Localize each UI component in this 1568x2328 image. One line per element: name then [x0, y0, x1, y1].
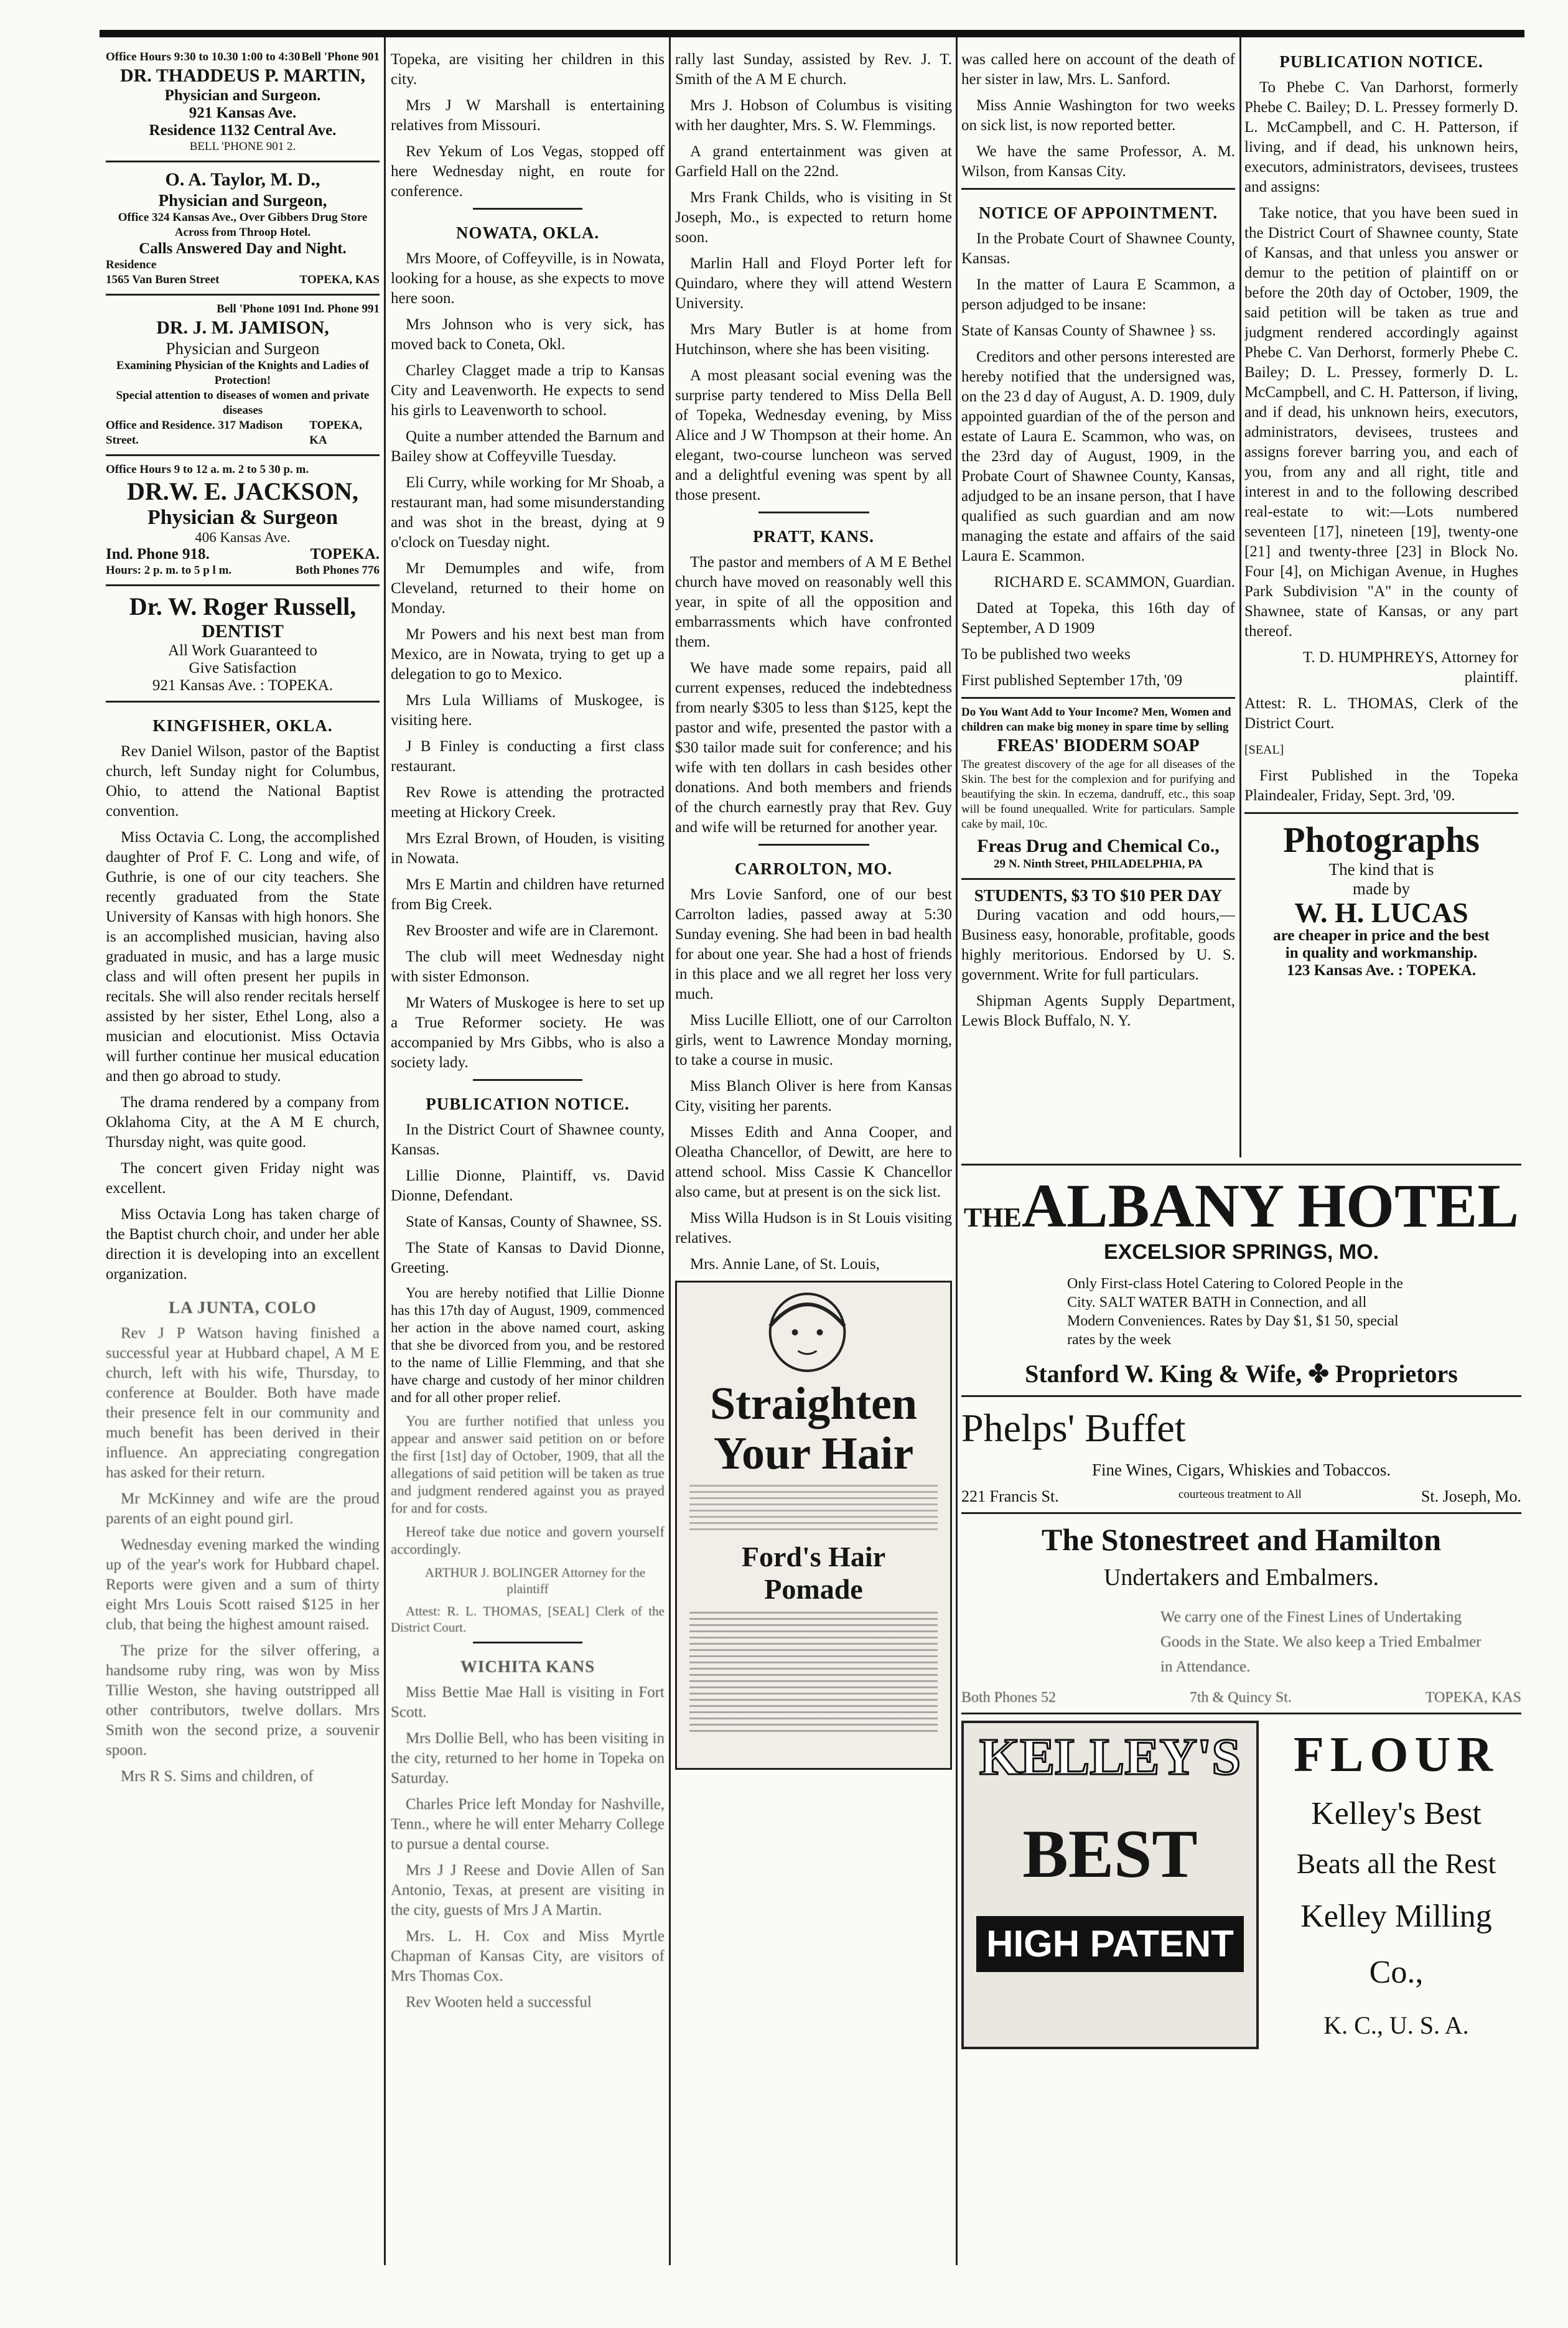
- business-name: Phelps' Buffet: [961, 1406, 1186, 1450]
- article-heading: PRATT, KANS.: [753, 527, 874, 546]
- product-name: FREAS' BIODERM SOAP: [997, 736, 1200, 755]
- phone: Bell 'Phone 901: [301, 50, 380, 63]
- publication-notice-dionne: PUBLICATION NOTICE. In the District Court of Shawnee county, Kansas. Lillie Dionne, Plaintiff, vs. David Dionne, Defendant. State of Kansas, County of Shawnee, SS. The State of Kansas to David Dionne, Greeting. You are hereby notified that Lillie Dionne has this 17th day of August, 1909, commenced her action in the above named court, asking that she be divorced from you, and be restored to the name of Lillie Flemming, and that she have charge and custody of her minor children and for all other proper relief. You are further notified that unless you appear and answer said petition on or before the first [1st] day of October, 1909, that all the allegations of said petition will be taken as true and judgment rendered against you as prayed for and for costs. Hereof take due notice and govern yourself accordingly. ARTHUR J. BOLINGER Attorney for the plaintiff Attest: R. L. THOMAS, [SEAL] Clerk of the District Court.: [391, 1095, 665, 1635]
- ad-jamison: Bell 'Phone 1091 Ind. Phone 991 DR. J. M. JAMISON, Physician and Surgeon Examining Physician of the Knights and Ladies of Protection! Special attention to diseases of women and private diseases Office and Residence. 317 Madison Street. TOPEKA, KA: [106, 302, 380, 447]
- ad-headline: Straighten: [710, 1378, 917, 1429]
- ad-russell: Dr. W. Roger Russell, DENTIST All Work Guaranteed to Give Satisfaction 921 Kansas Ave. : TOPEKA.: [106, 592, 380, 694]
- ad-freas-soap: Do You Want Add to Your Income? Men, Women and children can make big money in spare time by selling FREAS' BIODERM SOAP The greatest discovery of the age for all diseases of the Skin. The best for the complexion and for purifying and beautifying the skin. In eczema, dandruff, etc., this soap will be found unequalled. Write for particulars. Sample cake by mail, 10c. Freas Drug and Chemical Co., 29 N. Ninth Street, PHILADELPHIA, PA: [961, 706, 1235, 871]
- ad-students: STUDENTS, $3 TO $10 PER DAY During vacation and odd hours,— Business easy, honorable, profitable, goods highly meritorious. Endorsed by U. S. government. Write for full particulars. Shipman Agents Supply Department, Lewis Block Buffalo, N. Y.: [961, 886, 1235, 1029]
- ad-headline: FLOUR: [1294, 1727, 1499, 1782]
- publication-notice-van-darhorst: PUBLICATION NOTICE. To Phebe C. Van Darhorst, formerly Phebe C. Bailey; D. L. Pressey formerly D. L. McCampbell, and C. H. Patterson, if living, and if dead, his unknown heirs, executors, administrators, devisees, trustees and assigns: Take notice, that you have been sued in the District Court of Shawnee county, State of Kansas, and that unless you answer or demur to the petition of plaintiff on or before the 20th day of October, 1909, the said petition will be taken as true and judgment rendered accordingly against Phebe C. Van Derhorst, formerly Phebe C. Bailey; D. L. Pressey, formerly D. L. McCampbell, and C. H. Patterson, if living, and if dead, his unknown heirs, executors, administrators, devisees, trustees and assigns forever barring you, and each of you, from any and all right, title and interest in and to the following described real-estate to wit:—Lots numbered seventeen [17], nineteen [19], twenty-one [21] and twenty-three [23] in Block No. Four [4], on Michigan Avenue, in Hughes Park Subdivision "A" in the county of Shawnee, state of Kansas, or any part thereof. T. D. HUMPHREYS, Attorney for plaintiff. Attest: R. L. THOMAS, Clerk of the District Court. [SEAL] First Published in the Topeka Plaindealer, Friday, Sept. 3rd, '09.: [1244, 52, 1518, 804]
- column-rule: [669, 37, 671, 2265]
- doctor-name: DR.W. E. JACKSON,: [127, 477, 358, 505]
- column-2: Topeka, are visiting her children in this city. Mrs J W Marshall is entertaining relatives from Missouri. Rev Yekum of Los Vegas, stopped off here Wednesday night, en route for conference. NOWATA, OKLA. Mrs Moore, of Coffeyville, is in Nowata, looking for a house, as she expects to move here soon. Mrs Johnson who is very sick, has moved back to Coneta, Okl. Charley Clagget made a trip to Kansas City and Leavenworth. He expects to send his girls to Leavenworth to school. Quite a number attended the Barnum and Bailey show at Coffeyville Tuesday. Eli Curry, while working for Mr Shoab, a restaurant man, had some misunderstanding and was shot in the breast, dying at 9 o'clock on Tuesday night. Mr Demumples and wife, from Cleveland, returned to their home on Monday. Mr Powers and his next best man from Mexico, are in Nowata, trying to get up a delegation to go to Mexico. Mrs Lula Williams of Muskogee, is visiting here. J B Finley is conducting a first class restaurant. Rev Rowe is attending the protracted meeting at Hickory Creek. Mrs Ezral Brown, of Houden, is visiting in Nowata. Mrs E Martin and children have returned from Big Creek. Rev Brooster and wife are in Claremont. The club will meet Wednesday night with sister Edmonson. Mr Waters of Muskogee is here to set up a True Reformer society. He was accompanied by Mrs Gibbs, who is also a society lady. PUBLICATION NOTICE. In the District Court of Shawnee county, Kansas. Lillie Dionne, Plaintiff, vs. David Dionne, Defendant. State of Kansas, County of Shawnee, SS. The State of Kansas to David Dionne, Greeting. You are hereby notified that Lillie Dionne has this 17th day of August, 1909, commenced her action in the above named court, asking that she be divorced from you, and be restored to the name of Lillie Flemming, and that she have charge and custody of her minor children and for all other proper relief. You are further notified that unless you appear and answer said petition on or before the first [1st] day of October, 1909, that all the allegations of said petition will be taken as true and judgment rendered against you as prayed for and for costs. Hereof take due notice and govern yourself accordingly. ARTHUR J. BOLINGER Attorney for the plaintiff Attest: R. L. THOMAS, [SEAL] Clerk of the District Court. WICHITA KANS Miss Bettie Mae Hall is visiting in Fort Scott. Mrs Dollie Bell, who has been visiting in the city, returned to her home in Topeka on Saturday. Charles Price left Monday for Nashville, Tenn., where he will enter Meharry College to pursue a dental course. Mrs J J Reese and Dovie Allen of San Antonio, Texas, at present are visiting in the city, guests of Mrs J A Martin. Mrs. L. H. Cox and Miss Myrtle Chapman of Kansas City, are visitors of Mrs Thomas Cox. Rev Wooten held a successful: [391, 50, 665, 2265]
- flour-sack-illustration: KELLEY'S BEST HIGH PATENT: [961, 1721, 1259, 2049]
- article-kingfisher: KINGFISHER, OKLA. Rev Daniel Wilson, pastor of the Baptist church, left Sunday night for Columbus, Ohio, to attend the National Baptist convention. Miss Octavia C. Long, the accomplished daughter of Prof F. C. Long and wife, of Guthrie, is one of our city teachers. She recently graduated from the State University of Kansas with high honors. She is an accomplished musician, having also graduated in music, and has a large music class and will often present her pupils in recitals. She will also render recitals herself assisted by her sister, Ethel Long, also a musician and elocutionist. Miss Octavia will further continue her musical education and then go abroad to study. The drama rendered by a company from Oklahoma City, at the A M E church, Thursday night, was quite good. The concert given Friday night was excellent. Miss Octavia Long has taken charge of the Baptist church choir, and under her able direction it is developing into an excellent organization.: [106, 716, 380, 1283]
- column-1: [106, 50, 380, 2265]
- article-heading: CARROLTON, MO.: [734, 859, 893, 878]
- ad-phelps-buffet: Phelps' Buffet Fine Wines, Cigars, Whiskies and Tobaccos. 221 Francis St. courteous treatment to All St. Joseph, Mo.: [961, 1403, 1521, 1506]
- ad-kelleys-flour: KELLEY'S BEST HIGH PATENT FLOUR Kelley's Best Beats all the Rest Kelley Milling Co., K. C., U. S. A.: [961, 1721, 1521, 2050]
- article-heading: LA JUNTA, COLO: [169, 1298, 317, 1317]
- ad-headline: Photographs: [1283, 820, 1480, 860]
- doctor-name: DR. THADDEUS P. MARTIN,: [120, 65, 365, 86]
- hotel-name: ALBANY HOTEL: [1021, 1171, 1519, 1240]
- wide-ads: [961, 1157, 1521, 2265]
- article-la-junta: LA JUNTA, COLO Rev J P Watson having finished a successful year at Hubbard chapel, A M E church, left with his wife, Thursday, to conference at Boulder. Both have made their presence felt in our community and much benefit has been derived in their influence. An appreciating congregation has asked for their return. Mr McKinney and wife are the proud parents of an eight pound girl. Wednesday evening marked the winding up of the year's work for Hubbard chapel. Reports were given and a sum of thirty eight Mrs Louis Scott raised $125 in her club, that being the highest amount raised. The prize for the silver offering, a handsome ruby ring, was won by Miss Tillie Weston, she having outstripped all other contributors, twelve dollars. Mrs Smith won the second prize, a souvenir spoon. Mrs R S. Sims and children, of: [106, 1298, 380, 1785]
- article-nowata: NOWATA, OKLA. Mrs Moore, of Coffeyville, is in Nowata, looking for a house, as she expects to move here soon. Mrs Johnson who is very sick, has moved back to Coneta, Okl. Charley Clagget made a trip to Kansas City and Leavenworth. He expects to send his girls to Leavenworth to school. Quite a number attended the Barnum and Bailey show at Coffeyville Tuesday. Eli Curry, while working for Mr Shoab, a restaurant man, had some misunderstanding and was shot in the breast, dying at 9 o'clock on Tuesday night. Mr Demumples and wife, from Cleveland, returned to their home on Monday. Mr Powers and his next best man from Mexico, are in Nowata, trying to get up a delegation to go to Mexico. Mrs Lula Williams of Muskogee, is visiting here. J B Finley is conducting a first class restaurant. Rev Rowe is attending the protracted meeting at Hickory Creek. Mrs Ezral Brown, of Houden, is visiting in Nowata. Mrs E Martin and children have returned from Big Creek. Rev Brooster and wife are in Claremont. The club will meet Wednesday night with sister Edmonson. Mr Waters of Muskogee is here to set up a True Reformer society. He was accompanied by Mrs Gibbs, who is also a society lady.: [391, 223, 665, 1071]
- photographer-name: W. H. LUCAS: [1294, 897, 1468, 928]
- office-hours: Office Hours 9:30 to 10.30 1:00 to 4:30: [106, 50, 301, 63]
- column-rule: [1239, 37, 1241, 1157]
- column-3: rally last Sunday, assisted by Rev. J. T. Smith of the A M E church. Mrs J. Hobson of Columbus is visiting with her daughter, Mrs. S. W. Flemmings. A grand entertainment was given at Garfield Hall on the 22nd. Mrs Frank Childs, who is visiting in St Joseph, Mo., is expected to return home soon. Marlin Hall and Floyd Porter left for Quindaro, where they will attend Western University. Mrs Mary Butler is at home from Hutchinson, where she has been visiting. A most pleasant social evening was the surprise party tendered to Miss Della Bell of Topeka, Wednesday evening, by Miss Alice and J W Thompson at their home. An elegant, two-course luncheon was served and a delightful evening was spent by all those present. PRATT, KANS. The pastor and members of A M E Bethel church have moved on reasonably well this year, in spite of all the opposition and embarrassments which have confronted them. We have made some repairs, paid all current expenses, reduced the indebtedness from nearly $305 to less than $125, kept the pastor and wife, presented the pastor with a $30 tailor made suit for conference; and his wife with ten dollars in cash besides other donations. And both members and friends of the church earnestly pray that Rev. Guy and wife will be returned for another year. CARROLTON, MO. Mrs Lovie Sanford, one of our best Carrolton ladies, passed away at 5:30 Sunday evening. She had been in bad health for about one year. She had a host of friends in this place and we all regret her loss very much. Miss Lucille Elliott, one of our Carrolton girls, went to Lawrence Monday morning, to take a course in music. Miss Blanch Oliver is here from Kansas City, visiting her parents. Misses Edith and Anna Cooper, and Oleatha Chancellor, of Dewitt, are here to attend school. Miss Cassie K Chancellor also came, but at present is on the sick list. Miss Willa Hudson is in St Louis visiting relatives. Mrs. Annie Lane, of St. Louis, Straighten Your Hair Ford's Hair Pomade: [675, 50, 952, 2265]
- article-wichita: WICHITA KANS Miss Bettie Mae Hall is visiting in Fort Scott. Mrs Dollie Bell, who has been visiting in the city, returned to her home in Topeka on Saturday. Charles Price left Monday for Nashville, Tenn., where he will enter Meharry College to pursue a dental course. Mrs J J Reese and Dovie Allen of San Antonio, Texas, at present are visiting in the city, guests of Mrs J A Martin. Mrs. L. H. Cox and Miss Myrtle Chapman of Kansas City, are visitors of Mrs Thomas Cox. Rev Wooten held a successful: [391, 1657, 665, 2011]
- article-carrolton: CARROLTON, MO. Mrs Lovie Sanford, one of our best Carrolton ladies, passed away at 5:30 Sunday evening. She had been in bad health for about one year. She had a host of friends in this place and we all regret her loss very much. Miss Lucille Elliott, one of our Carrolton girls, went to Lawrence Monday morning, to take a course in music. Miss Blanch Oliver is here from Kansas City, visiting her parents. Misses Edith and Anna Cooper, and Oleatha Chancellor, of Dewitt, are here to attend school. Miss Cassie K Chancellor also came, but at present is on the sick list. Miss Willa Hudson is in St Louis visiting relatives. Mrs. Annie Lane, of St. Louis,: [675, 859, 952, 1273]
- article-pratt: PRATT, KANS. The pastor and members of A M E Bethel church have moved on reasonably well this year, in spite of all the opposition and embarrassments which have confronted them. We have made some repairs, paid all current expenses, reduced the indebtedness from nearly $305 to less than $125, kept the pastor and wife, presented the pastor with a $30 tailor made suit for conference; and his wife with ten dollars in cash besides other donations. And both members and friends of the church earnestly pray that Rev. Guy and wife will be returned for another year.: [675, 527, 952, 836]
- column-rule: [956, 37, 958, 2265]
- notice-heading: PUBLICATION NOTICE.: [1279, 52, 1483, 71]
- article-heading: NOWATA, OKLA.: [455, 223, 600, 242]
- ad-straighten-hair: Straighten Your Hair Ford's Hair Pomade: [675, 1281, 952, 1770]
- ad-jackson: Office Hours 9 to 12 a. m. 2 to 5 30 p. m. DR.W. E. JACKSON, Physician & Surgeon 406 Kansas Ave. Ind. Phone 918. TOPEKA. Hours: 2 p. m. to 5 p l m. Both Phones 776: [106, 463, 380, 577]
- dentist-name: Dr. W. Roger Russell,: [129, 592, 357, 620]
- doctor-name: DR. J. M. JAMISON,: [156, 317, 329, 338]
- ad-photographs: Photographs The kind that is made by W. H. LUCAS are cheaper in price and the best in quality and workmanship. 123 Kansas Ave. : TOPEKA.: [1244, 820, 1518, 979]
- ad-taylor: O. A. Taylor, M. D., Physician and Surgeon, Office 324 Kansas Ave., Over Gibbers Drug Store Across from Throop Hotel. Calls Answered Day and Night. Residence 1565 Van Buren Street TOPEKA, KAS: [106, 169, 380, 286]
- notice-of-appointment: NOTICE OF APPOINTMENT. In the Probate Court of Shawnee County, Kansas. In the matter of Laura E Scammon, a person adjudged to be insane: State of Kansas County of Shawnee } ss. Creditors and other persons interested are hereby notified that the undersigned was, on the 23 d day of August, A. D. 1909, duly appointed guardian of the of the person and estate of Laura E. Scammon, who was, on the 23rd day of August, 1909, in the Probate Court of Shawnee County, Kansas, adjudged to be an insane person, that I have qualified as such guardian and am now managing the estate and affairs of the said Laura E. Scammon. RICHARD E. SCAMMON, Guardian. Dated at Topeka, this 16th day of September, A D 1909 To be published two weeks First published September 17th, '09: [961, 203, 1235, 689]
- article-heading: WICHITA KANS: [460, 1657, 595, 1676]
- ad-headline: STUDENTS, $3 TO $10 PER DAY: [974, 886, 1223, 905]
- column-5: [1244, 50, 1518, 1145]
- business-name: The Stonestreet and Hamilton: [1041, 1522, 1442, 1557]
- notice-heading: PUBLICATION NOTICE.: [426, 1095, 630, 1113]
- ad-albany-hotel: THE ALBANY HOTEL EXCELSIOR SPRINGS, MO. Only First-class Hotel Catering to Colored People in the City. SALT WATER BATH in Connection, and all Modern Conveniences. Rates by Day $1, $1 50, special rates by the week Stanford W. King & Wife, ✤ Proprietors: [963, 1171, 1519, 1388]
- doctor-name: O. A. Taylor, M. D.,: [165, 169, 320, 190]
- top-rule: [100, 30, 1524, 37]
- notice-heading: NOTICE OF APPOINTMENT.: [978, 203, 1218, 222]
- column-rule: [384, 37, 386, 2265]
- article-heading: KINGFISHER, OKLA.: [152, 716, 333, 735]
- ad-martin: Office Hours 9:30 to 10.30 1:00 to 4:30 Bell 'Phone 901 DR. THADDEUS P. MARTIN, Physician and Surgeon. 921 Kansas Ave. Residence 1132 Central Ave. BELL 'PHONE 901 2.: [106, 50, 380, 153]
- ad-stonestreet-hamilton: The Stonestreet and Hamilton Undertakers and Embalmers. We carry one of the Finest Lines of Undertaking Goods in the State. We also keep a Tried Embalmer in Attendance. Both Phones 52 7th & Quincy St. TOPEKA, KAS: [961, 1520, 1521, 1706]
- column-4: was called here on account of the death of her sister in law, Mrs. L. Sanford. Miss Annie Washington for two weeks on sick list, is now reported better. We have the same Professor, A. M. Wilson, from Kansas City. NOTICE OF APPOINTMENT. In the Probate Court of Shawnee County, Kansas. In the matter of Laura E Scammon, a person adjudged to be insane: State of Kansas County of Shawnee } ss. Creditors and other persons interested are hereby notified that the undersigned was, on the 23 d day of August, A. D. 1909, duly appointed guardian of the of the person and estate of Laura E. Scammon, who was, on the 23rd day of August, 1909, in the Probate Court of Shawnee County, Kansas, adjudged to be an insane person, that I have qualified as such guardian and am now managing the estate and affairs of the said Laura E. Scammon. RICHARD E. SCAMMON, Guardian. Dated at Topeka, this 16th day of September, A D 1909 To be published two weeks First published September 17th, '09 Do You Want Add to Your Income? Men, Women and children can make big money in spare time by selling FREAS' BIODERM SOAP The greatest discovery of the age for all diseases of the Skin. The best for the complexion and for purifying and beautifying the skin. In eczema, dandruff, etc., this soap will be found unequalled. Write for particulars. Sample cake by mail, 10c. Freas Drug and Chemical Co., 29 N. Ninth Street, PHILADELPHIA, PA STUDENTS, $3 TO $10 PER DAY During vacation and odd hours,— Business easy, honorable, profitable, goods highly meritorious. Endorsed by U. S. government. Write for full particulars. Shipman Agents Supply Department, Lewis Block Buffalo, N. Y.: [961, 50, 1235, 1145]
- portrait-illustration: [677, 1283, 950, 1376]
